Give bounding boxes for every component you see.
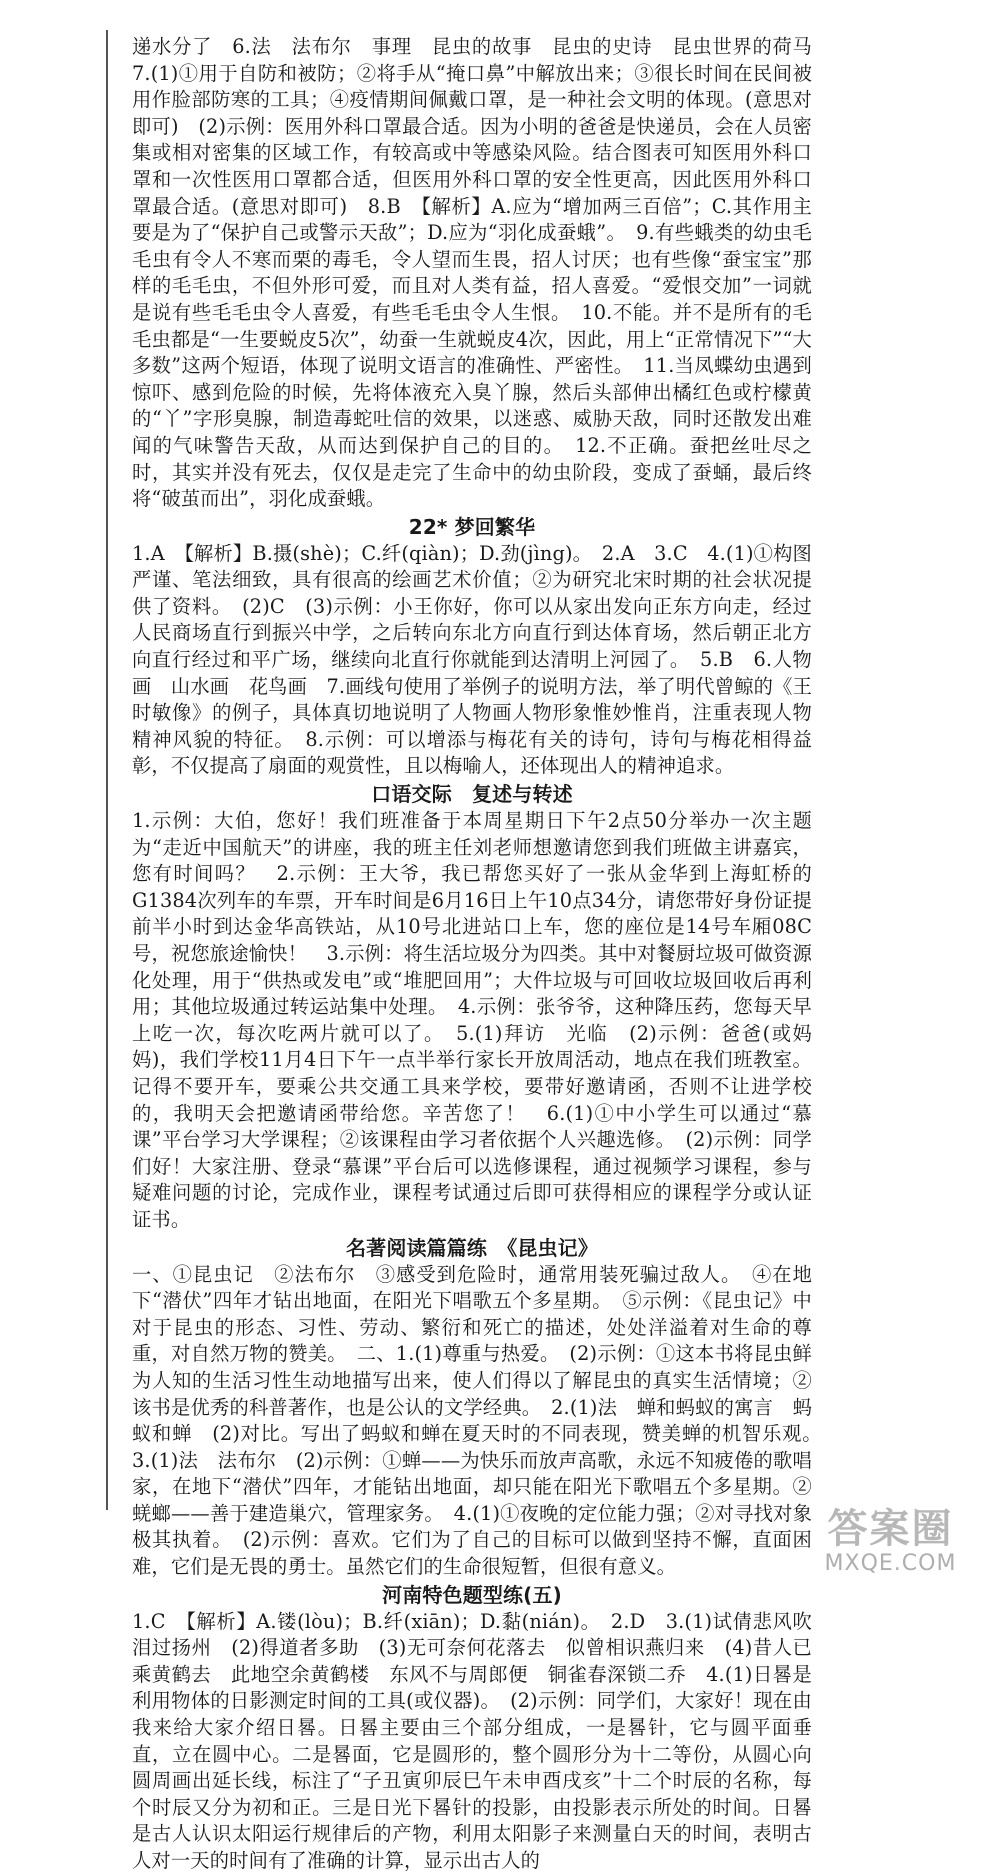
answer-column (132, 34, 832, 1875)
answer-paragraph-classic-reading: 一、①昆虫记 ②法布尔 ③感受到危险时，通常用装死骗过敌人。 ④在地下“潜伏”四年才钻出地面，在阳光下唱歌五个多星期。 ⑤示例：《昆虫记》中对于昆虫的形态、习性、劳动、繁衍和死亡的描述，处处洋溢着对生命的尊重，对自然万物的赞美。 二、1.(1)尊重与热爱。 (2)示例：①这本书将昆虫鲜为人知的生活习性生动地描写出来，使人们得以了解昆虫的真实生活情境；②该书是优秀的科普著作，也是公认的文学经典。 2.(1)法 蝉和蚂蚁的寓言 蚂蚁和蝉 (2)对比。写出了蚂蚁和蝉在夏天时的不同表现，赞美蝉的机智乐观。 3.(1)法 法布尔 (2)示例：①蝉——为快乐而放声高歌，永远不知疲倦的歌唱家，在地下“潜伏”四年，才能钻出地面，却只能在阳光下歌唱五个多星期。②蜣螂——善于建造巢穴，管理家务。 4.(1)①夜晚的定位能力强；②对寻找对象极其执着。 (2)示例：喜欢。它们为了自己的目标可以做到坚持不懈，直面困难，它们是无畏的勇士。虽然它们的生命很短暂，但很有意义。 (132, 1262, 832, 1579)
answer-paragraph-intro: 递水分了 6.法 法布尔 事理 昆虫的故事 昆虫的史诗 昆虫世界的荷马 7.(1)①用于自防和被防；②将手从“掩口鼻”中解放出来；③很长时间在民间被用作脸部防寒的工具；④疫情期间佩戴口罩，是一种社会文明的体现。(意思对即可) (2)示例：医用外科口罩最合适。因为小明的爸爸是快递员，会在人员密集或相对密集的区域工作，有较高或中等感染风险。结合图表可知医用外科口罩和一次性医用口罩都合适，但医用外科口罩的安全性更高，因此医用外科口罩最合适。(意思对即可) 8.B 【解析】A.应为“增加两三百倍”；C.其作用主要是为了“保护自己或警示天敌”；D.应为“羽化成蚕蛾”。 9.有些蛾类的幼虫毛毛虫有令人不寒而栗的毒毛，令人望而生畏，招人讨厌；也有些像“蚕宝宝”那样的毛毛虫，不但外形可爱，而且对人类有益，招人喜爱。“爱恨交加”一词就是说有些毛毛虫令人喜爱，有些毛毛虫令人生恨。 10.不能。并不是所有的毛毛虫都是“一生要蜕皮5次”，幼蚕一生就蜕皮4次，因此，用上“正常情况下”“大多数”这两个短语，体现了说明文语言的准确性、严密性。 11.当凤蝶幼虫遇到惊吓、感到危险的时候，先将体液充入臭丫腺，然后头部伸出橘红色或柠檬黄的“丫”字形臭腺，制造毒蛇吐信的效果，以迷惑、威胁天敌，同时还散发出难闻的气味警告天敌，从而达到保护自己的目的。 12.不正确。蚕把丝吐尽之时，其实并没有死去，仅仅是走完了生命中的幼虫阶段，变成了蚕蛹，最后终将“破茧而出”，羽化成蚕蛾。 (132, 35, 832, 511)
watermark (803, 1506, 978, 1580)
watermark-url: MXQE.COM (824, 1551, 957, 1576)
section-title-classic-reading: 名著阅读篇篇练 《昆虫记》 (346, 1235, 598, 1260)
answer-paragraph-henan-practice: 1.C 【解析】A.镂(lòu)；B.纤(xiān)；D.黏(nián)。 2.D 3.(1)试倩悲风吹泪过扬州 (2)得道者多助 (3)无可奈何花落去 似曾相识燕归来 (4)昔人已乘黄鹤去 此地空余黄鹤楼 东风不与周郎便 铜雀春深锁二乔 4.(1)日晷是利用物体的日影测定时间的工具(或仪器)。 (2)示例：同学们，大家好！现在由我来给大家介绍日晷。日晷主要由三个部分组成，一是晷针，它与圆平面垂直，立在圆中心。二是晷面，它是圆形的，整个圆形分为十二等份，从圆心向圆周画出延长线，标注了“子丑寅卯辰巳午未申酉戌亥”十二个时辰的名称，每个时辰又分为初和正。三是日光下晷针的投影，由投影表示所处的时间。日晷是古人认识太阳运行规律后的产物，利用太阳影子来测量白天的时间，表明古人对一天的时间有了准确的计算，显示出古人的 (132, 1609, 812, 1872)
watermark-logo: 答案圈 (827, 1506, 954, 1552)
section-title-menghui-fanhua: 22* 梦回繁华 (408, 514, 536, 539)
section-title-henan-practice: 河南特色题型练(五) (382, 1582, 562, 1607)
section-title-oral-communication: 口语交际 复述与转述 (371, 782, 573, 807)
binding-margin-line (106, 30, 108, 1510)
answer-paragraph-menghui-fanhua: 1.A 【解析】B.摄(shè)；C.纤(qiàn)；D.劲(jìng)。 2.A 3.C 4.(1)①构图严谨、笔法细致，具有很高的绘画艺术价值；②为研究北宋时期的社会状况提供了资料。 (2)C (3)示例：小王你好，你可以从家出发向正东方向走，经过人民商场直行到振兴中学，之后转向东北方向直行到达体育场，然后朝正北方向直行经过和平广场，继续向北直行你就能到达清明上河园了。 5.B 6.人物画 山水画 花鸟画 7.画线句使用了举例子的说明方法，举了明代曾鲸的《王时敏像》的例子，具体真切地说明了人物画人物形象惟妙惟肖，注重表现人物精神风貌的特征。 8.示例：可以增添与梅花有关的诗句，诗句与梅花相得益彰，不仅提高了扇面的观赏性，且以梅喻人，还体现出人的精神追求。 (132, 541, 812, 778)
answer-paragraph-oral-communication: 1.示例：大伯，您好！我们班准备于本周星期日下午2点50分举办一次主题为“走近中国航天”的讲座，我的班主任刘老师想邀请您到我们班做主讲嘉宾，您有时间吗？ 2.示例：王大爷，我已帮您买好了一张从金华到上海虹桥的G1384次列车的车票，开车时间是6月16日上午10点34分，请您带好身份证提前半小时到达金华高铁站，从10号北进站口上车，您的座位是14号车厢08C号，祝您旅途愉快！ 3.示例：将生活垃圾分为四类。其中对餐厨垃圾可做资源化处理，用于“供热或发电”或“堆肥回用”；大件垃圾与可回收垃圾回收后再利用；其他垃圾通过转运站集中处理。 4.示例：张爷爷，这种降压药，您每天早上吃一次，每次吃两片就可以了。 5.(1)拜访 光临 (2)示例：爸爸(或妈妈)，我们学校11月4日下午一点半举行家长开放周活动，地点在我们班教室。记得不要开车，要乘公共交通工具来学校，要带好邀请函，否则不让进学校的，我明天会把邀请函带给您。辛苦您了！ 6.(1)①中小学生可以通过“慕课”平台学习大学课程；②该课程由学习者依据个人兴趣选修。 (2)示例：同学们好！大家注册、登录“慕课”平台后可以选修课程，通过视频学习课程，参与疑难问题的讨论，完成作业，课程考试通过后即可获得相应的课程学分或认证证书。 (132, 809, 812, 1231)
